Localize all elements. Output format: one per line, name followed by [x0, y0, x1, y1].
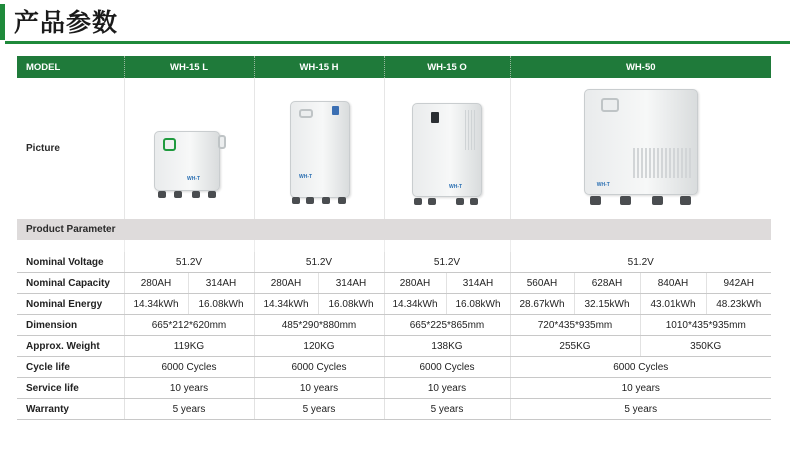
table-cell: 5 years: [384, 399, 510, 420]
model-header-cell: WH-15 O: [384, 56, 510, 78]
page-title: 产品参数: [14, 8, 119, 37]
table-cell: 51.2V: [124, 252, 254, 273]
row-label: Approx. Weight: [17, 336, 124, 357]
product-image-cell: [384, 78, 510, 219]
row-label: Dimension: [17, 315, 124, 336]
table-cell: 10 years: [254, 378, 384, 399]
table-cell: 665*225*865mm: [384, 315, 510, 336]
brand-logo: WH-T: [299, 174, 313, 180]
table-cell: 51.2V: [384, 252, 510, 273]
table-cell: 665*212*620mm: [124, 315, 254, 336]
table-cell: 6000 Cycles: [384, 357, 510, 378]
nominal-voltage-row: [17, 252, 771, 273]
table-cell: 119KG: [124, 336, 254, 357]
table-cell: 43.01kWh: [640, 294, 706, 315]
table-cell: 14.34kWh: [254, 294, 318, 315]
table-cell: 10 years: [384, 378, 510, 399]
brand-logo: WH-T: [187, 176, 201, 182]
row-label: Nominal Capacity: [17, 273, 124, 294]
model-header: MODEL: [17, 56, 124, 78]
picture-label: Picture: [26, 143, 60, 154]
product-image-wh15h: [284, 101, 354, 207]
table-cell: 120KG: [254, 336, 384, 357]
product-image-cell: [510, 78, 771, 219]
table-cell: 5 years: [124, 399, 254, 420]
dimension-row: [17, 315, 771, 336]
table-cell: 6000 Cycles: [254, 357, 384, 378]
model-header-cell: WH-50: [510, 56, 771, 78]
table-cell: 32.15kWh: [574, 294, 640, 315]
table-cell: 485*290*880mm: [254, 315, 384, 336]
product-image-wh15l: [148, 131, 230, 201]
title-bar: [0, 0, 790, 44]
row-label: Service life: [17, 378, 124, 399]
product-image-cell: [124, 78, 254, 219]
table-cell: 16.08kWh: [188, 294, 254, 315]
brand-logo: WH-T: [449, 183, 463, 190]
title-accent: [0, 4, 5, 40]
table-cell: 314AH: [446, 273, 510, 294]
table-cell: 138KG: [384, 336, 510, 357]
table-cell: 314AH: [318, 273, 384, 294]
product-image-wh50: [580, 89, 702, 209]
product-image-wh15o: [408, 103, 486, 208]
spec-table: [17, 56, 771, 420]
table-cell: 350KG: [640, 336, 771, 357]
header-row: [17, 56, 771, 78]
service-life-row: [17, 378, 771, 399]
table-cell: 942AH: [706, 273, 771, 294]
table-cell: 280AH: [124, 273, 188, 294]
row-label: Warranty: [17, 399, 124, 420]
table-cell: 628AH: [574, 273, 640, 294]
table-cell: 51.2V: [254, 252, 384, 273]
table-cell: 28.67kWh: [510, 294, 574, 315]
table-cell: 16.08kWh: [318, 294, 384, 315]
row-label: Cycle life: [17, 357, 124, 378]
table-cell: 255KG: [510, 336, 640, 357]
product-image-cell: [254, 78, 384, 219]
table-cell: 10 years: [510, 378, 771, 399]
table-cell: 6000 Cycles: [510, 357, 771, 378]
spacer-row: [17, 240, 771, 252]
table-cell: 280AH: [254, 273, 318, 294]
table-cell: 51.2V: [510, 252, 771, 273]
model-header-cell: WH-15 H: [254, 56, 384, 78]
table-cell: 720*435*935mm: [510, 315, 640, 336]
nominal-energy-row: [17, 294, 771, 315]
section-header: [17, 219, 771, 240]
nominal-capacity-row: [17, 273, 771, 294]
table-cell: 14.34kWh: [124, 294, 188, 315]
table-cell: 1010*435*935mm: [640, 315, 771, 336]
table-cell: 16.08kWh: [446, 294, 510, 315]
table-cell: 5 years: [510, 399, 771, 420]
table-cell: 560AH: [510, 273, 574, 294]
title-underline: [5, 41, 790, 44]
table-cell: 5 years: [254, 399, 384, 420]
picture-row: [17, 78, 771, 219]
model-header-cell: WH-15 L: [124, 56, 254, 78]
warranty-row: [17, 399, 771, 420]
table-cell: 280AH: [384, 273, 446, 294]
weight-row: [17, 336, 771, 357]
table-cell: 14.34kWh: [384, 294, 446, 315]
row-label: Nominal Voltage: [17, 252, 124, 273]
row-label: Nominal Energy: [17, 294, 124, 315]
brand-logo: WH-T: [596, 182, 610, 188]
table-cell: 10 years: [124, 378, 254, 399]
table-cell: 6000 Cycles: [124, 357, 254, 378]
table-cell: 840AH: [640, 273, 706, 294]
section-title: Product Parameter: [17, 219, 771, 240]
table-cell: 48.23kWh: [706, 294, 771, 315]
table-cell: 314AH: [188, 273, 254, 294]
cycle-life-row: [17, 357, 771, 378]
